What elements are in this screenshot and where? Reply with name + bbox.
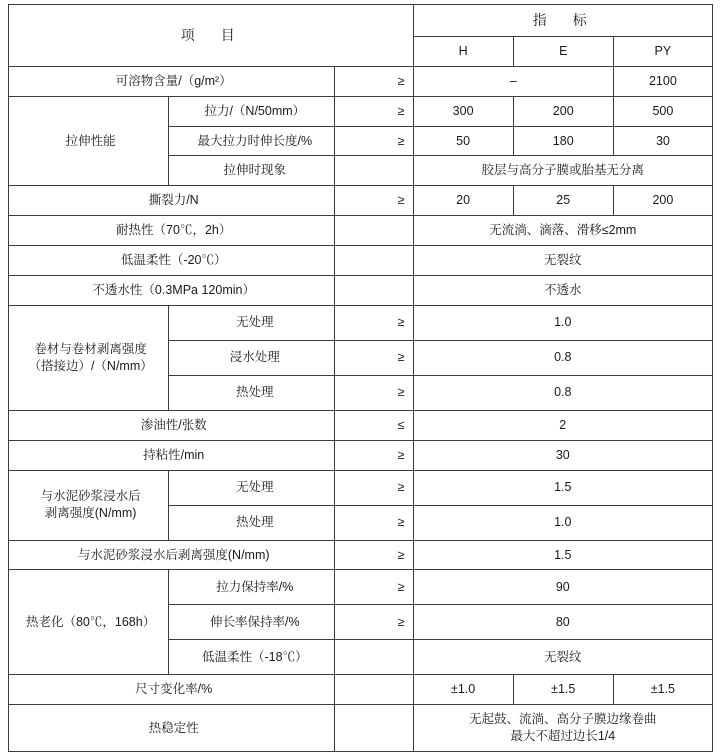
- subrow-symbol-low-temp-flexibility-aged: [335, 640, 413, 675]
- value-holding-tack: 30: [413, 440, 712, 470]
- subrow-label-water-immersion: 浸水处理: [169, 340, 335, 375]
- row-symbol-low-temp-flexibility: [335, 246, 413, 276]
- row-label-tensile-performance: 拉伸性能: [9, 96, 169, 186]
- value-dimensional-change-py: ±1.5: [613, 675, 712, 705]
- value-tensile-force-e: 200: [513, 96, 613, 126]
- row-value-soluble-content-py: 2100: [613, 66, 712, 96]
- row-value-soluble-content-he: –: [413, 66, 613, 96]
- row-symbol-heat-resistance: [335, 216, 413, 246]
- row-symbol-peel-strength-mortar-after: ≥: [335, 540, 413, 570]
- value-tensile-phenomenon: 胶层与高分子膜或胎基无分离: [413, 156, 712, 186]
- row-label-thermal-stability: 热稳定性: [9, 705, 335, 752]
- subrow-label-tensile-force: 拉力/（N/50mm）: [169, 96, 335, 126]
- value-dimensional-change-e: ±1.5: [513, 675, 613, 705]
- value-peel-strength-mortar-after: 1.5: [413, 540, 712, 570]
- value-peel-water-immersion: 0.8: [413, 340, 712, 375]
- subrow-symbol-mortar-heat-treatment: ≥: [335, 505, 413, 540]
- table-row: [9, 470, 713, 505]
- row-symbol-tear-strength: ≥: [335, 186, 413, 216]
- subrow-label-heat-treatment: 热处理: [169, 375, 335, 410]
- value-mortar-no-treatment: 1.5: [413, 470, 712, 505]
- peel-sheet-label-line1: 卷材与卷材剥离强度: [34, 341, 147, 356]
- mortar-label-line2: 剥离强度(N/mm): [44, 506, 137, 521]
- value-tear-strength-h: 20: [413, 186, 513, 216]
- value-thermal-stability: [413, 705, 712, 752]
- subrow-symbol-mortar-no-treatment: ≥: [335, 470, 413, 505]
- row-symbol-soluble-content: ≥: [335, 66, 413, 96]
- value-low-temp-flexibility: 无裂纹: [413, 246, 712, 276]
- subrow-symbol-tensile-retention: ≥: [335, 570, 413, 605]
- subrow-symbol-water-immersion: ≥: [335, 340, 413, 375]
- subrow-label-tensile-retention: 拉力保持率/%: [169, 570, 335, 605]
- subrow-label-mortar-no-treatment: 无处理: [169, 470, 335, 505]
- table-header-row: [9, 5, 713, 37]
- value-max-elongation-e: 180: [513, 126, 613, 156]
- subrow-label-tensile-phenomenon: 拉伸时现象: [169, 156, 335, 186]
- row-label-low-temp-flexibility: 低温柔性（-20℃）: [9, 246, 335, 276]
- value-max-elongation-h: 50: [413, 126, 513, 156]
- value-max-elongation-py: 30: [613, 126, 712, 156]
- subrow-symbol-tensile-force: ≥: [335, 96, 413, 126]
- row-symbol-dimensional-change: [335, 675, 413, 705]
- table-row: [9, 540, 713, 570]
- row-label-impermeability: 不透水性（0.3MPa 120min）: [9, 275, 335, 305]
- header-col-e: E: [513, 36, 613, 66]
- value-tear-strength-py: 200: [613, 186, 712, 216]
- row-label-tear-strength: 撕裂力/N: [9, 186, 335, 216]
- value-tensile-force-py: 500: [613, 96, 712, 126]
- header-col-py: PY: [613, 36, 712, 66]
- subrow-symbol-heat-treatment: ≥: [335, 375, 413, 410]
- value-elongation-retention: 80: [413, 605, 712, 640]
- value-peel-heat-treatment: 0.8: [413, 375, 712, 410]
- subrow-label-elongation-retention: 伸长率保持率/%: [169, 605, 335, 640]
- row-label-peel-strength-mortar-after: 与水泥砂浆浸水后剥离强度(N/mm): [9, 540, 335, 570]
- table-row: [9, 570, 713, 605]
- subrow-symbol-elongation-retention: ≥: [335, 605, 413, 640]
- table-row: [9, 675, 713, 705]
- table-row: [9, 186, 713, 216]
- table-row: [9, 246, 713, 276]
- thermal-stability-line1: 无起鼓、流淌、高分子膜边缘卷曲: [469, 712, 657, 727]
- row-symbol-holding-tack: ≥: [335, 440, 413, 470]
- row-label-heat-aging: 热老化（80℃，168h）: [9, 570, 169, 675]
- row-symbol-thermal-stability: [335, 705, 413, 752]
- value-tensile-retention: 90: [413, 570, 712, 605]
- header-index-col: 指 标: [413, 5, 712, 37]
- subrow-symbol-no-treatment: ≥: [335, 305, 413, 340]
- subrow-label-no-treatment: 无处理: [169, 305, 335, 340]
- table-row: [9, 705, 713, 752]
- table-row: [9, 275, 713, 305]
- table-row: [9, 66, 713, 96]
- row-symbol-impermeability: [335, 275, 413, 305]
- subrow-symbol-tensile-phenomenon: [335, 156, 413, 186]
- row-label-holding-tack: 持粘性/min: [9, 440, 335, 470]
- subrow-symbol-max-tensile-elongation: ≥: [335, 126, 413, 156]
- table-row: [9, 216, 713, 246]
- header-item-col: 项 目: [9, 5, 414, 67]
- table-row: [9, 440, 713, 470]
- mortar-label-line1: 与水泥砂浆浸水后: [40, 489, 141, 504]
- row-label-peel-strength-sheet: [9, 305, 169, 410]
- subrow-label-mortar-heat-treatment: 热处理: [169, 505, 335, 540]
- table-row: [9, 96, 713, 126]
- value-tensile-force-h: 300: [413, 96, 513, 126]
- value-heat-resistance: 无流淌、滴落、滑移≤2mm: [413, 216, 712, 246]
- thermal-stability-line2: 最大不超过边长1/4: [510, 729, 616, 744]
- table-row: [9, 305, 713, 340]
- value-dimensional-change-h: ±1.0: [413, 675, 513, 705]
- value-impermeability: 不透水: [413, 275, 712, 305]
- peel-sheet-label-line2: （搭接边）/（N/mm）: [28, 358, 153, 373]
- specification-table: [8, 4, 713, 752]
- value-low-temp-flexibility-aged: 无裂纹: [413, 640, 712, 675]
- value-peel-no-treatment: 1.0: [413, 305, 712, 340]
- table-row: [9, 410, 713, 440]
- value-tear-strength-e: 25: [513, 186, 613, 216]
- subrow-label-max-tensile-elongation: 最大拉力时伸长度/%: [169, 126, 335, 156]
- value-oil-penetration: 2: [413, 410, 712, 440]
- row-label-dimensional-change: 尺寸变化率/%: [9, 675, 335, 705]
- row-label-heat-resistance: 耐热性（70℃，2h）: [9, 216, 335, 246]
- subrow-label-low-temp-flexibility-aged: 低温柔性（-18℃）: [169, 640, 335, 675]
- value-mortar-heat-treatment: 1.0: [413, 505, 712, 540]
- row-label-peel-strength-mortar: [9, 470, 169, 540]
- row-label-soluble-content: 可溶物含量/（g/m²）: [9, 66, 335, 96]
- header-col-h: H: [413, 36, 513, 66]
- row-symbol-oil-penetration: ≤: [335, 410, 413, 440]
- row-label-oil-penetration: 渗油性/张数: [9, 410, 335, 440]
